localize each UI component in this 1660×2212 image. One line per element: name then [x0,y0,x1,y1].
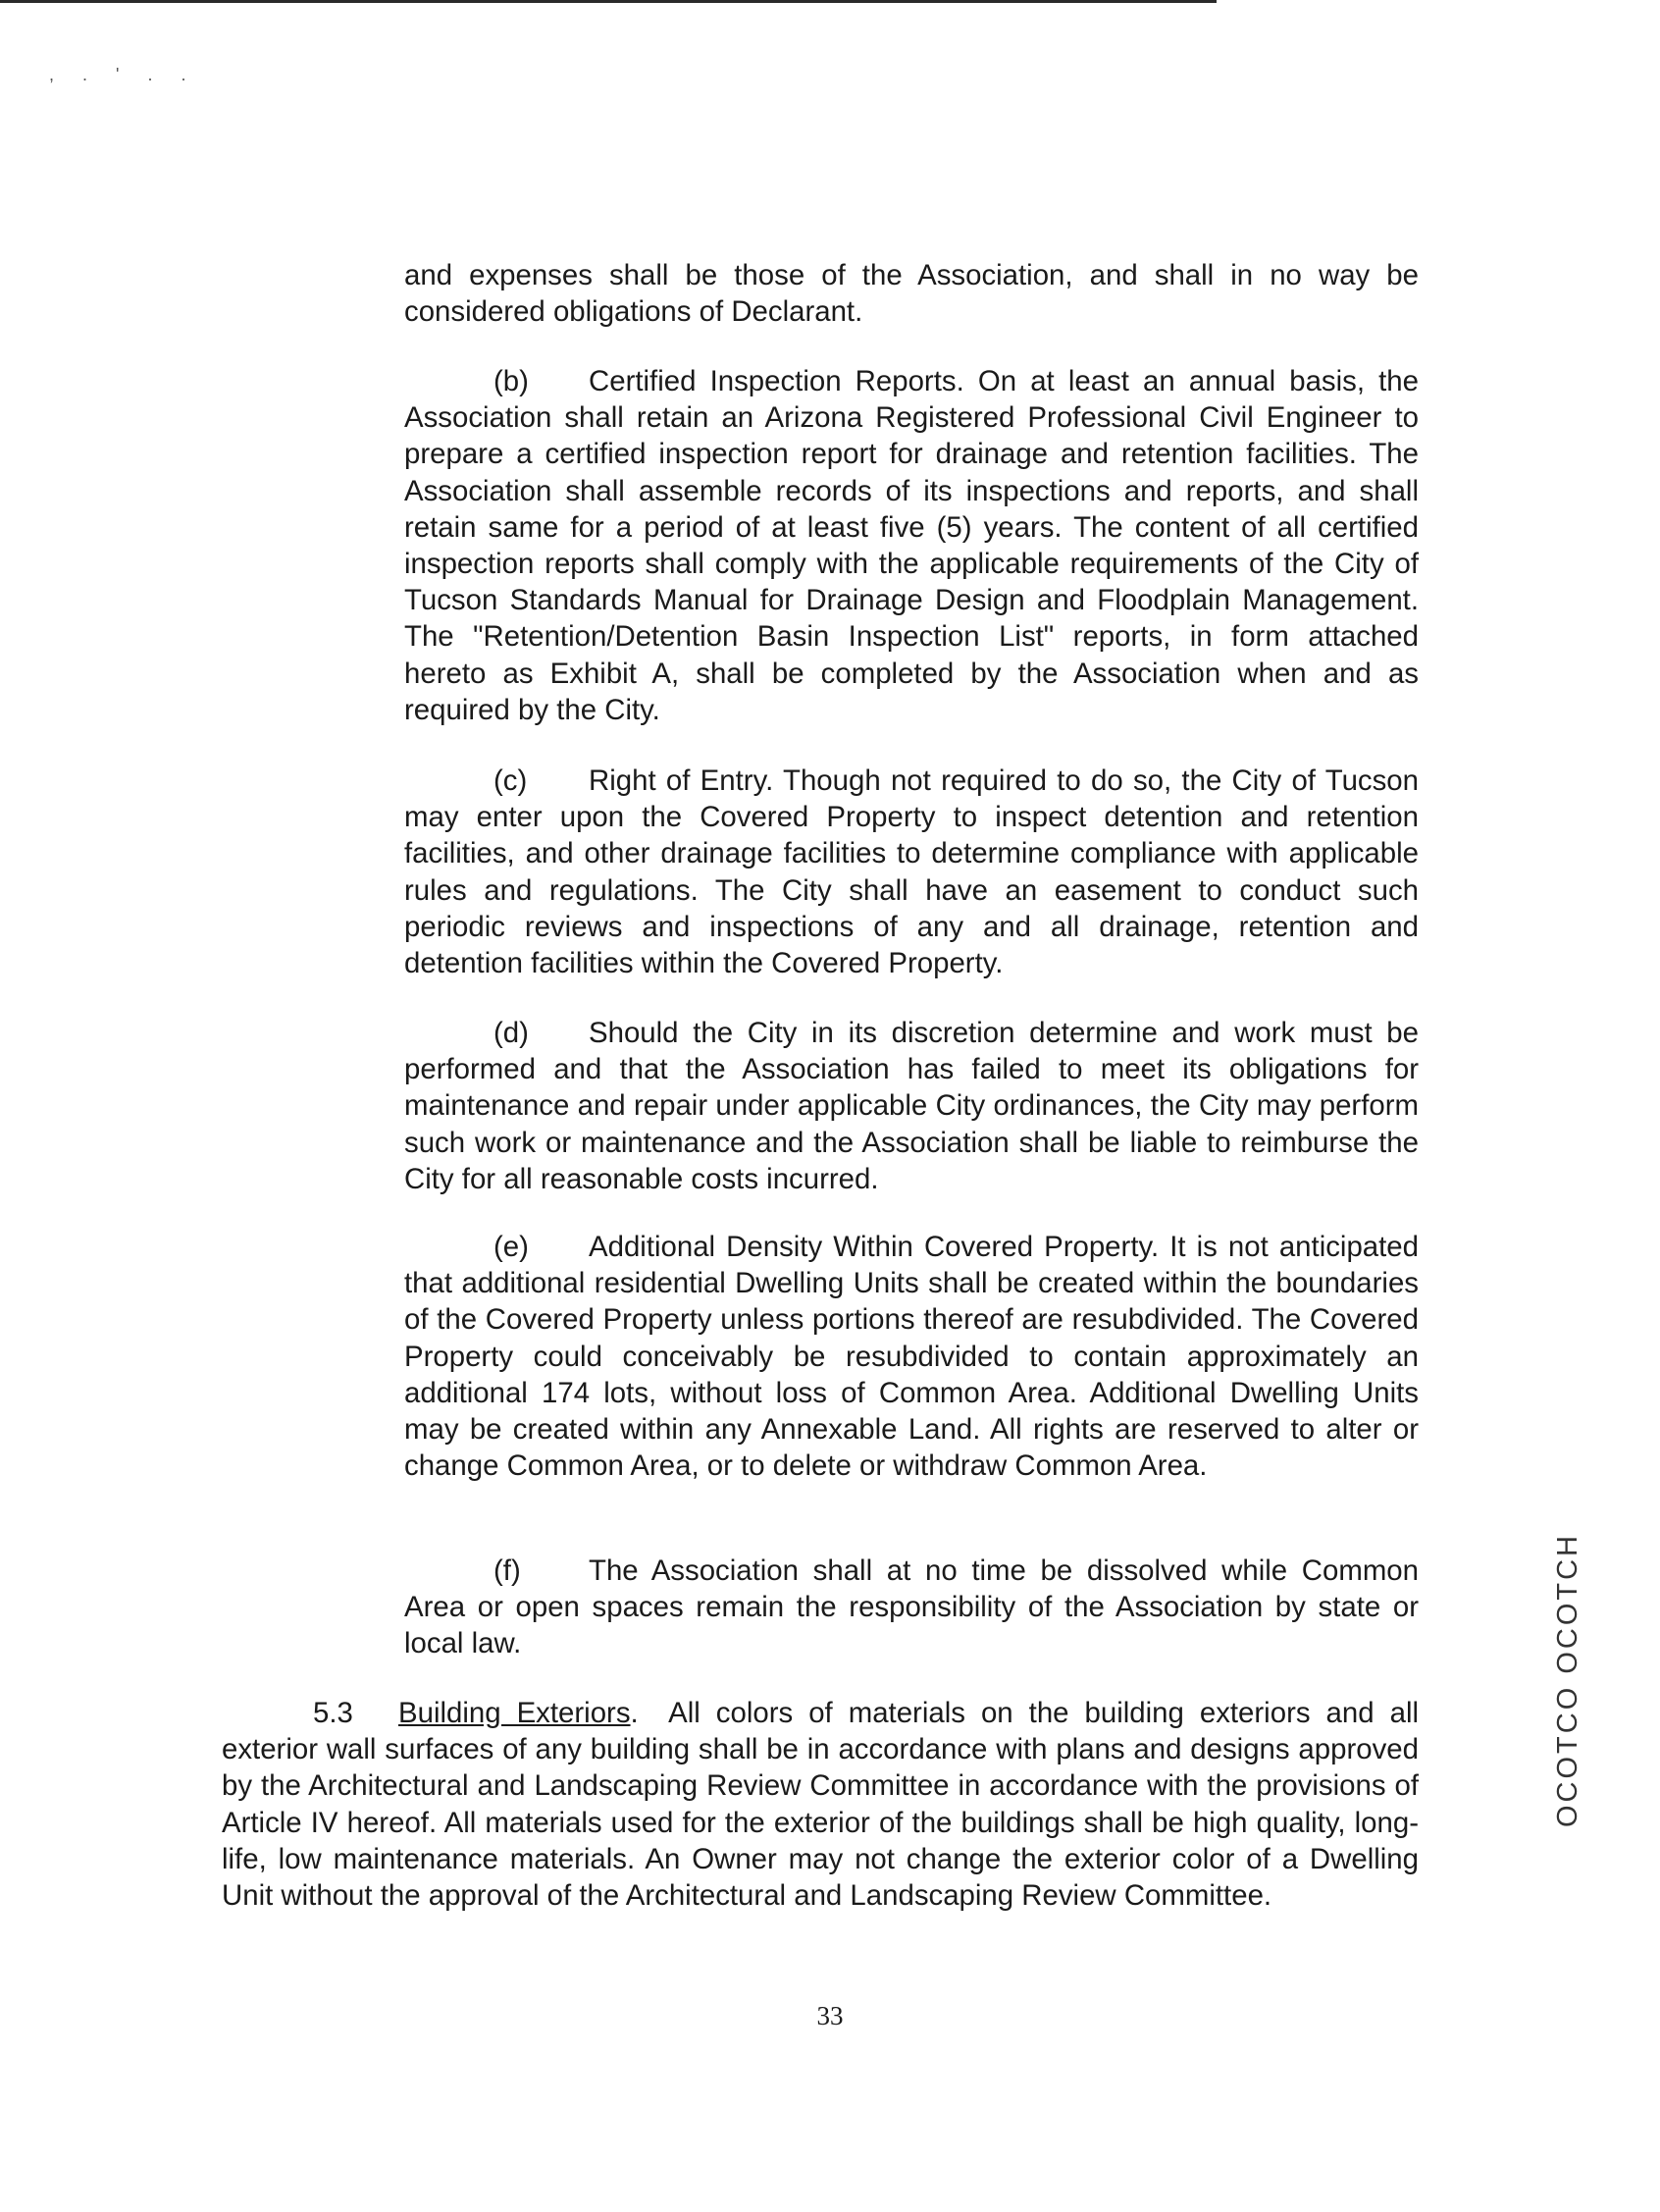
paragraph-d-text: Should the City in its discretion determine and work must be performed and that the Association has failed to meet its obligations for maintenance and repair under applicable City ordinances, the City may perform such work or maintenance and the Association shall be liable to reimburse the City for all reasonable costs incurred. [404,1017,1419,1195]
paragraph-e [404,1229,1419,1484]
paragraph-d [404,1015,1419,1197]
section-5-3 [222,1695,1419,1914]
paragraph-c-text: Right of Entry. Though not required to do so, the City of Tucson may enter upon the Covered Property to inspect detention and retention facilities, and other drainage facilities to determine compliance with applicable rules and regulations. The City shall have an easement to conduct such periodic reviews and inspections of any and all drainage, retention and detention facilities within the Covered Property. [404,764,1419,980]
paragraph-c-label: (c) [493,764,528,797]
scan-specks: , . ' . . [49,65,198,84]
paragraph-b [404,363,1419,728]
paragraph-f [404,1553,1419,1662]
paragraph-b-text: Certified Inspection Reports. On at least an annual basis, the Association shall retain an Arizona Registered Professional Civil Engineer to prepare a certified inspection report for drainage and retention facilities. The Association shall assemble records of its inspections and reports, and shall retain same for a period of at least five (5) years. The content of all certified inspection reports shall comply with the applicable requirements of the City of Tucson Standards Manual for Drainage Design and Floodplain Management. The "Retention/Detention Basin Inspection List" reports, in form attached hereto as Exhibit A, shall be completed by the Association when and as required by the City. [404,365,1419,726]
paragraph-f-label: (f) [493,1554,521,1587]
section-number: 5.3 [313,1697,353,1729]
intro-paragraph-text: and expenses shall be those of the Association, and shall in no way be considered obligations of Declarant. [404,259,1419,329]
paragraph-c [404,763,1419,981]
paragraph-f-text: The Association shall at no time be dissolved while Common Area or open spaces remain the responsibility of the Association by state or local law. [404,1554,1419,1660]
paragraph-b-label: (b) [493,365,529,397]
section-heading: Building Exteriors [398,1697,631,1729]
section-text: All colors of materials on the building exteriors and all exterior wall surfaces of any building shall be in accordance with plans and designs approved by the Architectural and Landscaping Review Committee in accordance with the provisions of Article IV hereof. All materials used for the exterior of the buildings shall be high quality, long-life, low maintenance materials. An Owner may not change the exterior color of a Dwelling Unit without the approval of the Architectural and Landscaping Review Committee. [222,1697,1420,1913]
section-heading-suffix: . [630,1697,639,1729]
page-number: 33 [816,2001,844,2030]
paragraph-e-label: (e) [493,1231,529,1263]
paragraph-d-label: (d) [493,1017,529,1049]
paragraph-e-text: Additional Density Within Covered Property. It is not anticipated that additional residential Dwelling Units shall be created within the boundaries of the Covered Property unless portions thereof are resubdivided. The Covered Property could conceivably be resubdivided to contain approximately an additional 174 lots, without loss of Common Area. Additional Dwelling Units may be created within any Annexable Land. All rights are reserved to alter or change Common Area, or to delete or withdraw Common Area. [404,1231,1419,1483]
recording-number-stamp: OCOTCO OCOTCH [1552,1533,1583,1827]
intro-paragraph [404,257,1419,330]
scan-top-rule [0,0,1217,3]
